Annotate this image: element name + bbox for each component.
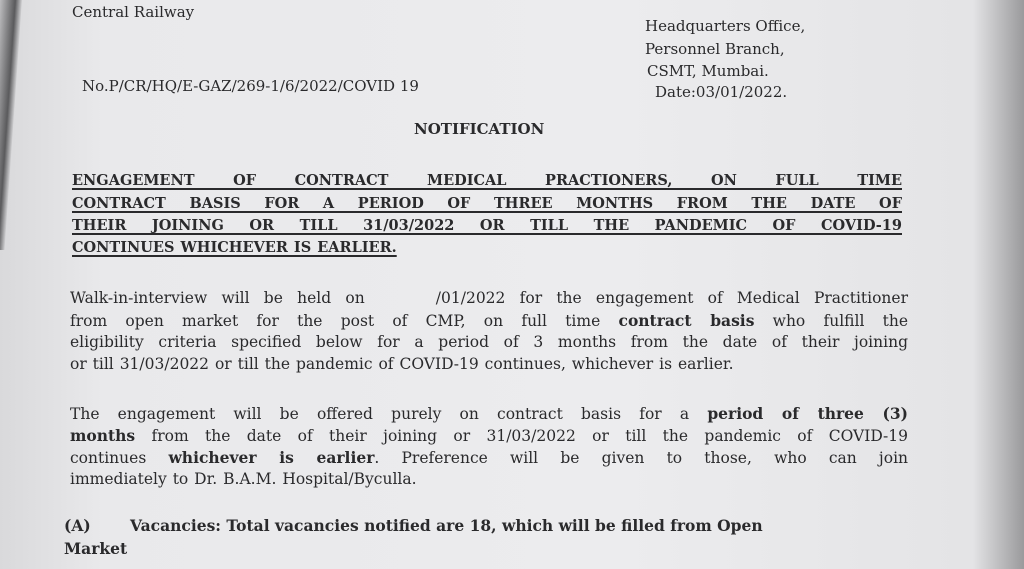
office-line-2: Personnel Branch, (645, 40, 785, 58)
reference-number: No.P/CR/HQ/E-GAZ/269-1/6/2022/COVID 19 (82, 77, 419, 95)
org-name: Central Railway (72, 3, 195, 21)
subject-line: CONTRACT BASIS FOR A PERIOD OF THREE MONTHS FROM THE DATE OF (72, 195, 902, 212)
para1-line: or till 31/03/2022 or till the pandemic of COVID-19 continues, whichever is earlier. (70, 355, 734, 373)
text: The engagement will be offered purely on contract basis for a (70, 405, 690, 423)
section-a-text-cont: Market (64, 539, 128, 558)
office-line-3: CSMT, Mumbai. (647, 62, 769, 80)
section-a-text: Vacancies: Total vacancies notified are 18, which will be filled from Open (130, 516, 763, 535)
para2-line (70, 448, 908, 467)
text: continues (70, 449, 147, 467)
text: from the date of their joining or 31/03/2022 or till the pandemic of COVID-19 (151, 427, 908, 445)
para2-line (70, 404, 908, 423)
subject-line: ENGAGEMENT OF CONTRACT MEDICAL PRACTIONERS, ON FULL TIME (72, 172, 902, 189)
subject-line: CONTINUES WHICHEVER IS EARLIER. (72, 239, 397, 256)
bold-text: contract basis (618, 311, 755, 330)
notification-title: NOTIFICATION (414, 120, 545, 138)
section-a-label: (A) (64, 516, 91, 535)
date: Date:03/01/2022. (655, 83, 788, 101)
para1-line (70, 311, 908, 330)
para1-line: Walk-in-interview will be held on /01/2022 for the engagement of Medical Practitioner (70, 289, 908, 307)
text: who fulfill the (772, 312, 909, 330)
subject-line: THEIR JOINING OR TILL 31/03/2022 OR TILL THE PANDEMIC OF COVID-19 (72, 217, 902, 234)
bold-text: months (70, 426, 136, 445)
text: . Preference will be given to those, who can join (374, 449, 909, 467)
text: from open market for the post of CMP, on full time (70, 312, 601, 330)
office-line-1: Headquarters Office, (645, 17, 806, 35)
para2-line (70, 426, 908, 445)
para1-line: eligibility criteria specified below for a period of 3 months from the date of their joining (70, 333, 908, 351)
bold-text: period of three (3) (707, 404, 908, 423)
para2-line: immediately to Dr. B.A.M. Hospital/Byculla. (70, 470, 417, 488)
bold-text: whichever is earlier (168, 448, 375, 467)
page-edge-shadow (0, 0, 22, 250)
